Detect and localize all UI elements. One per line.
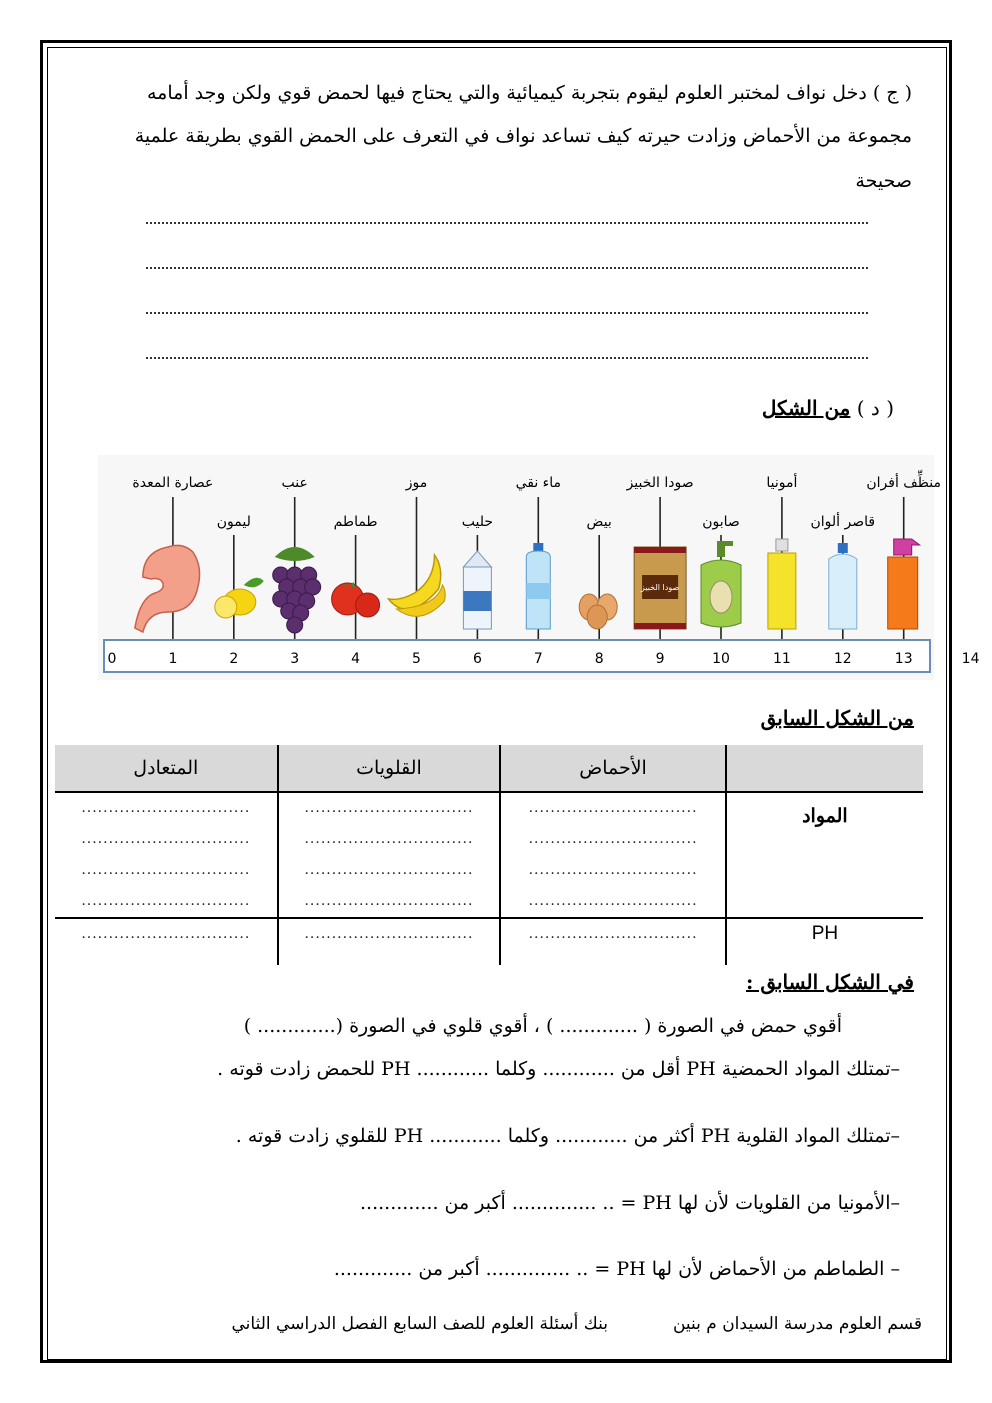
page-border-inner [47,47,947,1360]
ph-item-label: ليمون [216,514,251,530]
classification-table [55,745,923,965]
ph-scale-bar [104,640,930,672]
ph-item-label: حليب [461,514,494,530]
ph-number-11: 11 [772,651,791,667]
ph-number-10: 10 [712,651,730,667]
row-label-ph: PH [726,918,923,965]
dots-line: ............................... [304,926,474,942]
dots-line: ............................... [81,831,251,847]
row-label-materials: المواد [726,792,923,918]
ph-number-14: 14 [961,651,980,667]
bases-ph-cell[interactable] [278,918,501,965]
table-header-bases: القلويات [278,745,501,792]
dots-line: ............................... [528,926,698,942]
ph-number-8: 8 [594,651,604,667]
ph-number-5: 5 [412,651,421,667]
ammonia-line: –الأمونيا من القلويات لأن لها PH = .. .............. أكبر من ............. [360,1192,900,1214]
table-header-empty [726,745,923,792]
ph-number-13: 13 [894,651,913,667]
answer-line-2[interactable] [146,267,868,269]
dots-line: ............................... [81,893,251,909]
ammonia-bottle-icon [768,539,796,629]
ph-item-label: بيض [586,514,612,530]
neutral-ph-cell[interactable] [55,918,278,965]
question-d-prefix: ( د ) [856,396,894,420]
dots-line: ............................... [304,800,474,816]
baking-soda-icon [634,547,686,629]
ph-number-6: 6 [472,651,482,667]
dots-line: ............................... [304,831,474,847]
ph-item-label: صودا الخبيز [626,475,694,491]
base-ph-line: –تمتلك المواد القلوية PH أكثر من ............ وكلما ............ PH للقلوي زادت قوته . [235,1125,900,1147]
table-section-title: من الشكل السابق [760,706,914,730]
answer-line-4[interactable] [146,357,868,359]
acid-ph-line: –تمتلك المواد الحمضية PH أقل من ............ وكلما ............ PH للحمض زادت قوته . [217,1058,900,1080]
footer-bank-title: بنك أسئلة العلوم للصف السابع الفصل الدراسي الثاني [231,1314,608,1334]
table-header-neutral: المتعادل [55,745,278,792]
answer-line-1[interactable] [146,222,868,224]
neutral-materials-cell[interactable] [55,792,278,918]
ph-number-2: 2 [229,651,239,667]
ph-item-label: طماطم [333,514,378,530]
ph-item-label: عصارة المعدة [132,475,214,491]
ph-item-label: منظِّف أفران [866,475,942,491]
dots-line: ............................... [304,893,474,909]
ph-number-7: 7 [533,651,543,667]
ph-item-label: أمونيا [766,475,798,491]
ph-item-label: موز [405,475,428,491]
milk-carton-icon [463,551,491,629]
ph-item-label: عنب [281,475,308,491]
ph-item-label: قاصر ألوان [810,514,876,530]
tomato-line: – الطماطم من الأحماض لأن لها PH = .. .............. أكبر من ............. [333,1258,900,1280]
ph-number-4: 4 [351,651,361,667]
dots-line: ............................... [528,862,698,878]
table-header-acids: الأحماض [500,745,726,792]
ph-scale-figure [98,455,980,680]
acids-ph-cell[interactable] [500,918,726,965]
question-c-line1: ( ج ) دخل نواف لمختبر العلوم ليقوم بتجربة كيميائية والتي يحتاج فيها لحمض قوي ولكن وجد أمامه [146,82,912,104]
dots-line: ............................... [81,862,251,878]
answer-line-3[interactable] [146,312,868,314]
footer-department: قسم العلوم مدرسة السيدان م بنين [672,1314,922,1334]
bases-materials-cell[interactable] [278,792,501,918]
ph-item-label: صابون [702,514,740,530]
question-d-title: من الشكل [761,396,851,420]
dots-line: ............................... [304,862,474,878]
bleach-bottle-icon [829,543,857,629]
dots-line: ............................... [528,800,698,816]
ph-number-1: 1 [168,651,178,667]
section-previous-title: في الشكل السابق : [745,970,914,994]
question-c-line3: صحيحة [855,170,912,192]
question-d-header [762,396,894,420]
dots-line: ............................... [81,800,251,816]
dots-line: ............................... [528,831,698,847]
dots-line: ............................... [528,893,698,909]
baking-soda-package-text: صودا الخبيز [640,583,680,592]
strongest-line: أقوي حمض في الصورة ( ............. ) ، أقوي قلوي في الصورة (............. ) [243,1015,842,1037]
ph-number-0: 0 [107,651,117,667]
ph-number-9: 9 [655,651,665,667]
water-bottle-icon [526,543,550,629]
ph-item-label: ماء نقي [515,475,562,491]
question-c-line2: مجموعة من الأحماض وزادت حيرته كيف تساعد نواف في التعرف على الحمض القوي بطريقة علمية [134,125,912,147]
ph-number-3: 3 [290,651,300,667]
acids-materials-cell[interactable] [500,792,726,918]
dots-line: ............................... [81,926,251,942]
ph-number-12: 12 [833,651,852,667]
